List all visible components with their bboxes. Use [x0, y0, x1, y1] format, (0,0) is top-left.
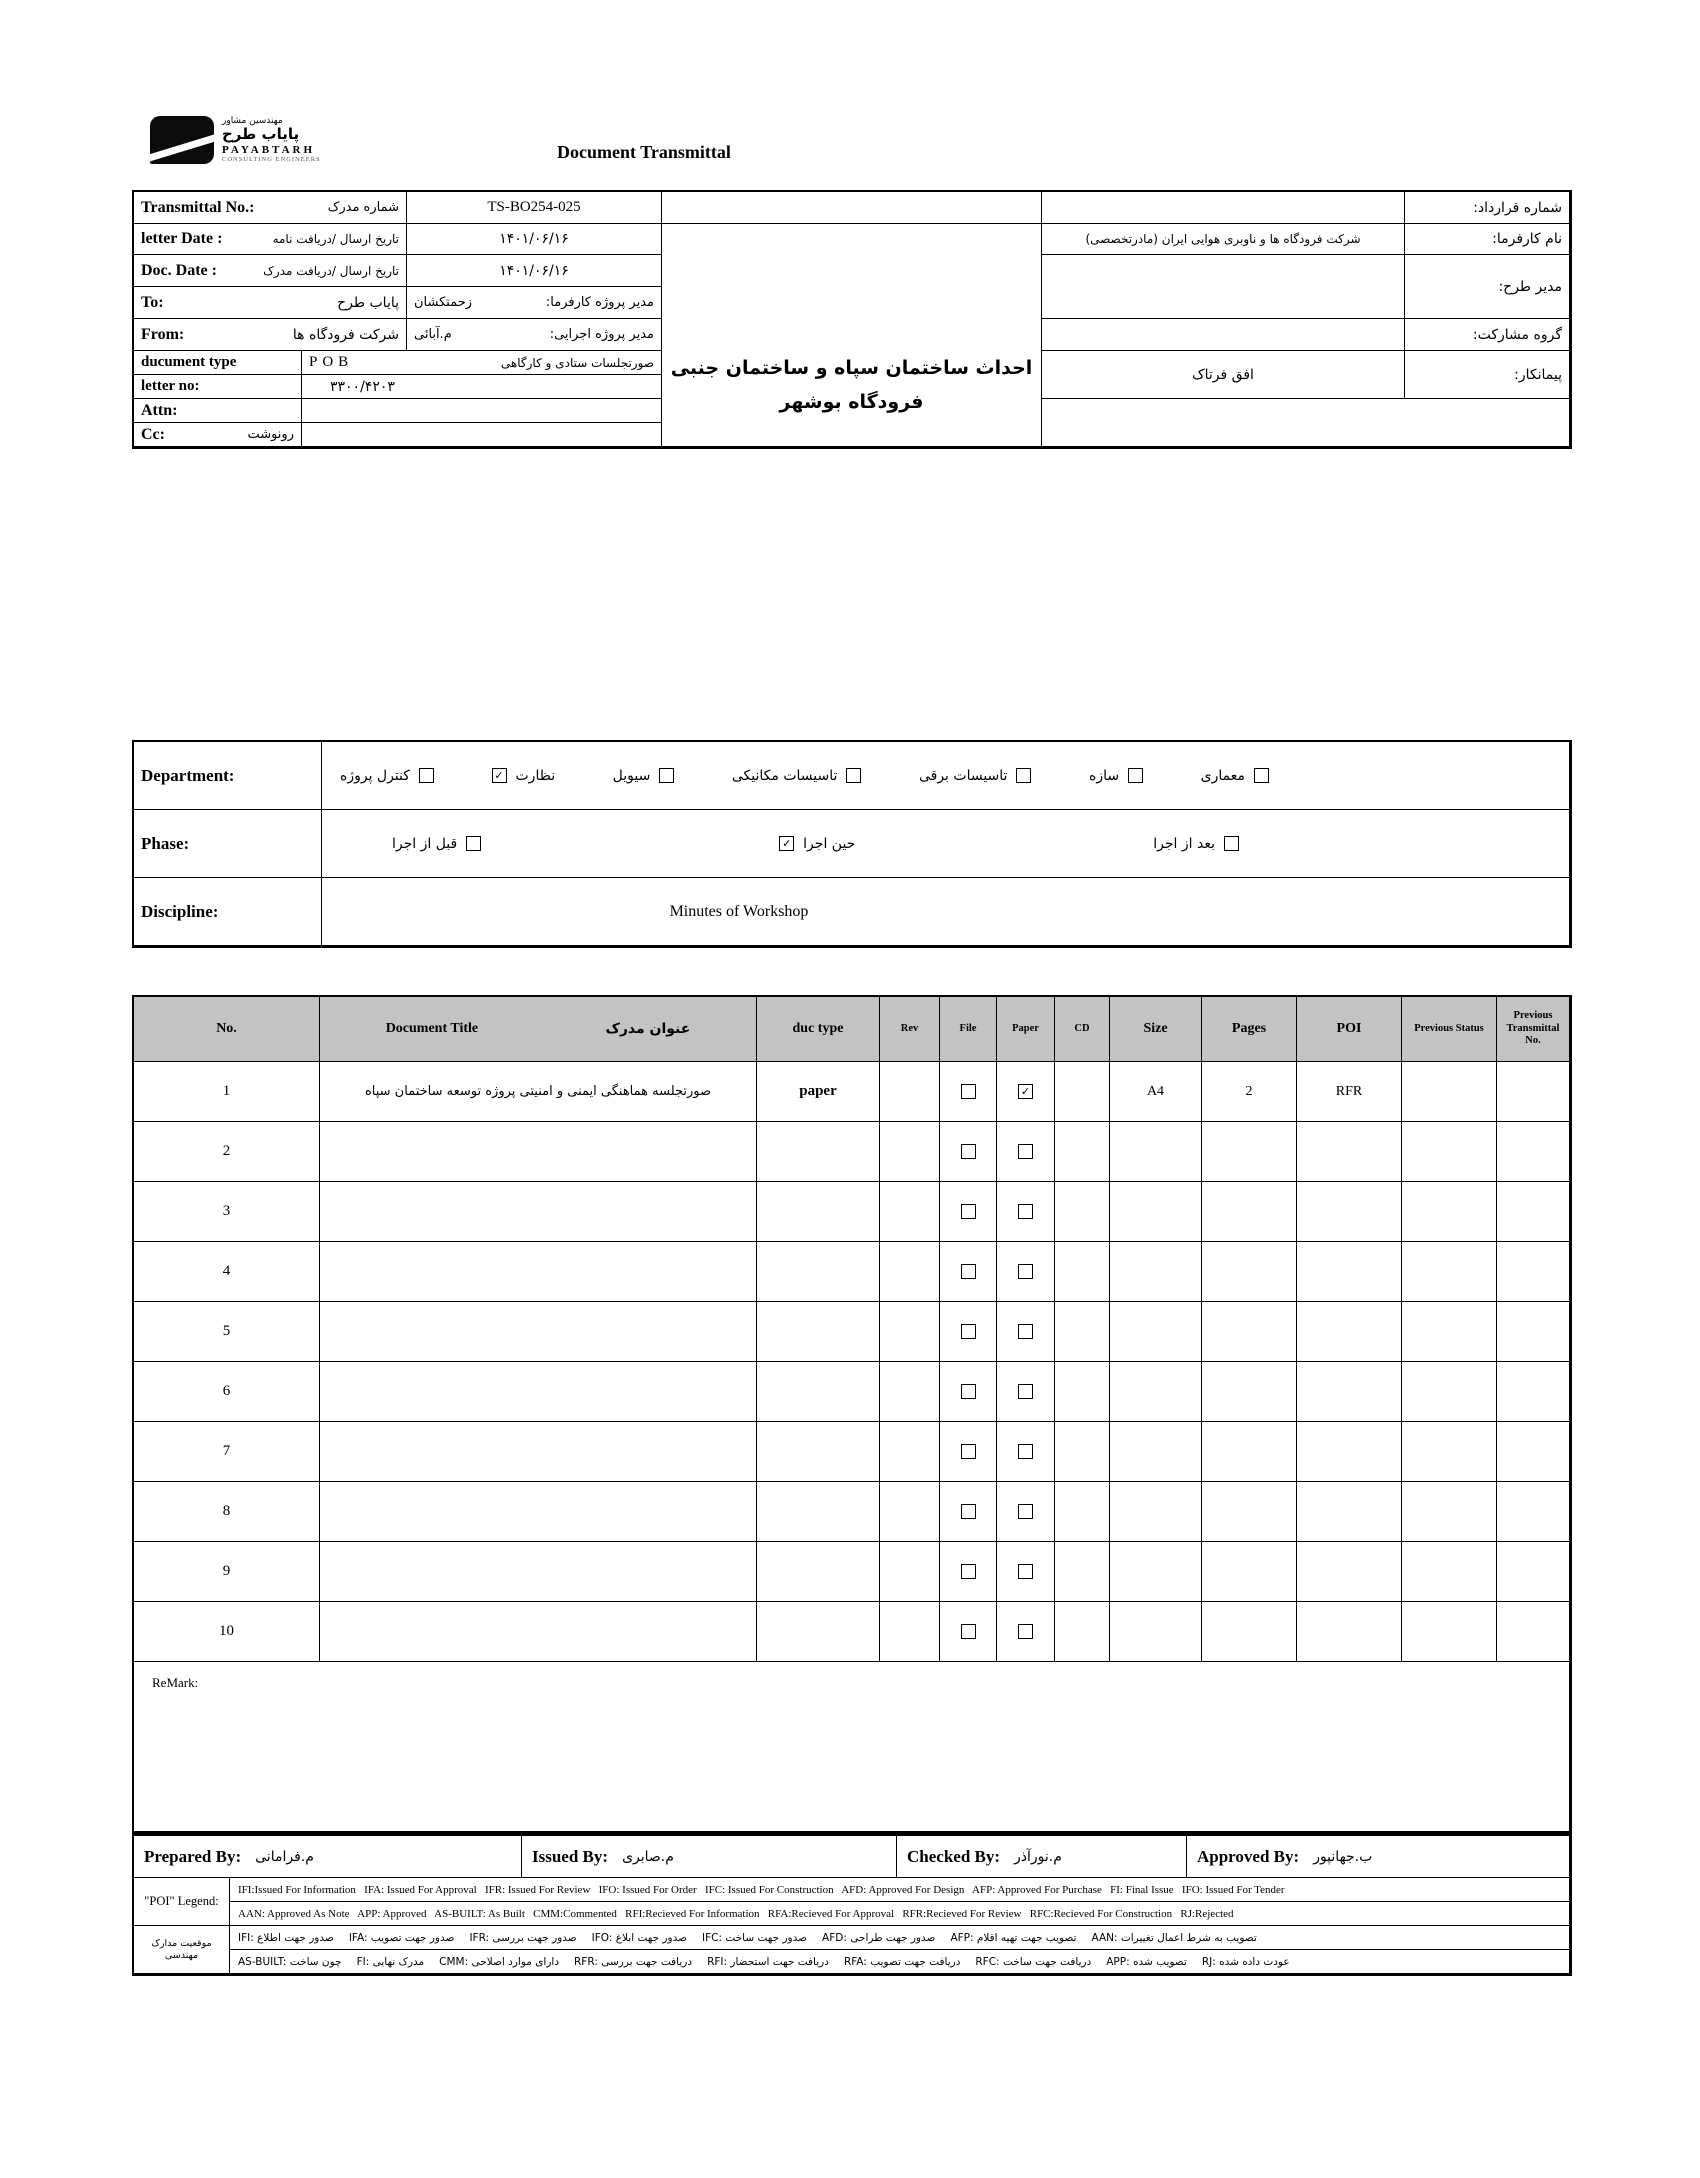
cell-prev-status [1402, 1362, 1497, 1422]
cell-rev [880, 1302, 940, 1362]
cell-title [320, 1242, 757, 1302]
option-label: نظارت [515, 767, 556, 784]
col-document-title [320, 997, 757, 1062]
cell-file [940, 1242, 997, 1302]
legend-item: CMM: دارای موارد اصلاحی [439, 1955, 560, 1968]
cell-size [1110, 1422, 1202, 1482]
checkbox-unchecked-icon [961, 1384, 976, 1399]
cell-paper [997, 1242, 1055, 1302]
cell-pages: 2 [1202, 1062, 1297, 1122]
cell-rev [880, 1542, 940, 1602]
cell-rev [880, 1242, 940, 1302]
checkbox-unchecked-icon [466, 836, 481, 851]
col-pages: Pages [1202, 997, 1297, 1062]
cell-paper [997, 1302, 1055, 1362]
legend-item: IFR: صدور جهت بررسی [469, 1931, 577, 1944]
cell-prev-transmittal [1497, 1482, 1570, 1542]
cell-duc-type [757, 1362, 880, 1422]
col-document-title-en: Document Title [385, 1020, 479, 1036]
cell-prev-transmittal [1497, 1122, 1570, 1182]
cell-file [940, 1062, 997, 1122]
col-document-title-fa: عنوان مدرک [605, 1020, 691, 1037]
letter-date-value: ۱۴۰۱/۰۶/۱۶ [407, 224, 662, 255]
client-pm-name: زحمتکشان [414, 295, 473, 310]
checkbox-unchecked-icon [961, 1504, 976, 1519]
cell-cd [1055, 1422, 1110, 1482]
cell-no: 8 [134, 1482, 320, 1542]
cell-title [320, 1122, 757, 1182]
cell-pages [1202, 1302, 1297, 1362]
checked-by-name: م.نورآذر [1014, 1848, 1062, 1865]
cell-size [1110, 1302, 1202, 1362]
checkbox-unchecked-icon [1018, 1324, 1033, 1339]
document-type-code: POB [309, 354, 354, 370]
cell-no: 6 [134, 1362, 320, 1422]
checkbox-option [1089, 768, 1143, 784]
letter-date-cell [134, 224, 407, 255]
cell-prev-transmittal [1497, 1362, 1570, 1422]
cell-prev-status [1402, 1542, 1497, 1602]
cell-prev-status [1402, 1062, 1497, 1122]
from-cell [134, 319, 407, 351]
legend-item: IFO: صدور جهت ابلاغ [591, 1931, 688, 1944]
legend-item: AFD: صدور جهت طراحی [822, 1931, 936, 1944]
discipline-label-cell [134, 878, 322, 946]
cell-poi [1297, 1302, 1402, 1362]
cell-prev-status [1402, 1482, 1497, 1542]
cell-duc-type [757, 1602, 880, 1662]
checkbox-unchecked-icon [961, 1204, 976, 1219]
legend-item: RJ: عودت داده شده [1201, 1955, 1290, 1968]
checkbox-option [340, 768, 434, 784]
checkbox-unchecked-icon [1018, 1144, 1033, 1159]
cell-cd [1055, 1122, 1110, 1182]
legend-item: AS-BUILT: چون ساخت [238, 1955, 342, 1968]
approved-by-cell [1187, 1836, 1570, 1878]
remark-label: ReMark: [152, 1675, 199, 1690]
executive-pm-name: م.آبائی [414, 327, 452, 342]
cell-prev-transmittal [1497, 1182, 1570, 1242]
checkbox-checked-icon: ✓ [492, 768, 507, 783]
legend-en-row1: IFI:Issued For Information IFA: Issued For Approval IFR: Issued For Review IFO: Issued For Order IFC: Issued For Construction AFD: Approved For Design AFP: Approved For Purchase FI: Final Issue IFO: Issued For Tender [230, 1878, 1570, 1902]
legend-item: APP: تصویب شده [1106, 1955, 1187, 1968]
cc-label-fa: رونوشت [247, 427, 294, 442]
cell-poi [1297, 1602, 1402, 1662]
signature-row [132, 1834, 1572, 1878]
cell-size [1110, 1242, 1202, 1302]
cell-no: 7 [134, 1422, 320, 1482]
cell-file [940, 1362, 997, 1422]
cell-paper [997, 1362, 1055, 1422]
cell-pages [1202, 1242, 1297, 1302]
cell-cd [1055, 1182, 1110, 1242]
department-label: Department: [141, 765, 235, 785]
checkbox-checked-icon: ✓ [1018, 1084, 1033, 1099]
doc-date-label: Doc. Date : [141, 261, 217, 279]
cell-poi [1297, 1182, 1402, 1242]
cell-cd [1055, 1062, 1110, 1122]
checkbox-unchecked-icon [961, 1264, 976, 1279]
design-manager-value [1042, 255, 1405, 319]
cell-prev-status [1402, 1302, 1497, 1362]
checkbox-unchecked-icon [1018, 1564, 1033, 1579]
issued-by-cell [522, 1836, 897, 1878]
legend-item: IFA: صدور جهت تصویب [348, 1931, 455, 1944]
checkbox-unchecked-icon [961, 1564, 976, 1579]
cell-file [940, 1182, 997, 1242]
option-label: تاسیسات مکانیکی [731, 767, 838, 784]
department-label-cell [134, 742, 322, 810]
cell-file [940, 1422, 997, 1482]
cell-rev [880, 1122, 940, 1182]
empty-cell [1042, 399, 1570, 447]
cell-paper [997, 1422, 1055, 1482]
cell-pages [1202, 1362, 1297, 1422]
checkbox-option [392, 836, 481, 852]
cell-rev [880, 1602, 940, 1662]
checkbox-unchecked-icon [659, 768, 674, 783]
cell-prev-transmittal [1497, 1422, 1570, 1482]
cell-title [320, 1302, 757, 1362]
cell-rev [880, 1062, 940, 1122]
cell-no: 9 [134, 1542, 320, 1602]
cell-cd [1055, 1542, 1110, 1602]
cell-duc-type [757, 1542, 880, 1602]
checkbox-unchecked-icon [1128, 768, 1143, 783]
attn-label: Attn: [134, 399, 302, 423]
classification-table [132, 740, 1572, 948]
project-title-line1: احداث ساختمان سپاه و ساختمان جنبی [670, 356, 1033, 379]
legend-item: AAN: تصویب به شرط اعمال تغییرات [1091, 1931, 1257, 1944]
cell-pages [1202, 1422, 1297, 1482]
executive-pm-label: مدیر پروژه اجرایی: [549, 327, 654, 342]
to-cell [134, 287, 407, 319]
signature-legend-block [132, 1834, 1572, 1976]
legend-item: IFC: صدور جهت ساخت [702, 1931, 808, 1944]
col-poi: POI [1297, 997, 1402, 1062]
cell-file [940, 1122, 997, 1182]
cell-title [320, 1422, 757, 1482]
cell-duc-type: paper [757, 1062, 880, 1122]
legend-en-row2: AAN: Approved As Note APP: Approved AS-BUILT: As Built CMM:Commented RFI:Recieved For Information RFA:Recieved For Approval RFR:Recieved For Review RFC:Recieved For Construction RJ:Rejected [230, 1902, 1570, 1926]
checkbox-option [492, 768, 556, 784]
option-label: حین اجرا [803, 835, 856, 852]
checkbox-unchecked-icon [961, 1084, 976, 1099]
transmittal-no-value: TS-BO254-025 [407, 192, 662, 224]
issued-by-name: م.صابری [622, 1848, 674, 1865]
cell-no: 2 [134, 1122, 320, 1182]
phase-label-cell [134, 810, 322, 878]
checkbox-option [732, 768, 862, 784]
payabtarh-logo-icon [150, 116, 214, 164]
option-label: بعد از اجرا [1153, 835, 1215, 852]
cell-pages [1202, 1482, 1297, 1542]
doc-date-cell [134, 255, 407, 287]
cell-size [1110, 1182, 1202, 1242]
cell-pages [1202, 1602, 1297, 1662]
checkbox-unchecked-icon [1016, 768, 1031, 783]
cell-file [940, 1602, 997, 1662]
cell-size [1110, 1482, 1202, 1542]
option-label: سازه [1088, 767, 1120, 784]
cell-no: 5 [134, 1302, 320, 1362]
cell-title: صورتجلسه هماهنگی ایمنی و امنیتی پروژه توسعه ساختمان سپاه [320, 1062, 757, 1122]
legend-item: RFA: دریافت جهت تصویب [843, 1955, 961, 1968]
checkbox-option [779, 836, 855, 852]
checkbox-unchecked-icon [961, 1444, 976, 1459]
cell-poi [1297, 1542, 1402, 1602]
transmittal-no-label-fa: شماره مدرک [327, 200, 399, 215]
company-logo [150, 116, 321, 164]
prepared-by-cell [134, 1836, 522, 1878]
checkbox-unchecked-icon [961, 1324, 976, 1339]
legend-fa-row1 [230, 1926, 1570, 1950]
cell-poi [1297, 1122, 1402, 1182]
logo-fa-tagline: مهندسین مشاور [222, 116, 283, 127]
legend-item: RFC: دریافت جهت ساخت [975, 1955, 1092, 1968]
transmittal-no-label: Transmittal No.: [141, 198, 255, 216]
empty-cell [662, 192, 1042, 224]
option-label: معماری [1200, 767, 1245, 784]
remark-cell [134, 1662, 1570, 1832]
cell-size [1110, 1602, 1202, 1662]
checked-by-label: Checked By: [907, 1846, 1001, 1866]
cell-size [1110, 1122, 1202, 1182]
document-type-label: ducument type [134, 351, 302, 375]
checkbox-unchecked-icon [1018, 1624, 1033, 1639]
document-type-value-cell [302, 351, 662, 375]
col-paper: Paper [997, 997, 1055, 1062]
doc-date-value: ۱۴۰۱/۰۶/۱۶ [407, 255, 662, 287]
cc-label: Cc: [141, 425, 165, 443]
discipline-label: Discipline: [141, 901, 219, 921]
legend-item: RFR: دریافت جهت بررسی [574, 1955, 693, 1968]
from-label-fa: شرکت فرودگاه ها [292, 326, 399, 343]
department-options [322, 742, 1570, 810]
project-title-line2: فرودگاه بوشهر [779, 391, 924, 413]
client-label: نام کارفرما: [1405, 224, 1570, 255]
to-label-fa: پایاب طرح [337, 294, 399, 311]
cell-rev [880, 1422, 940, 1482]
checkbox-option [1201, 768, 1269, 784]
option-label: قبل از اجرا [392, 835, 458, 852]
option-label: سیویل [612, 767, 651, 784]
cc-cell [134, 423, 302, 447]
legend-fa-row2 [230, 1950, 1570, 1974]
prepared-by-name: م.فرامانی [255, 1848, 314, 1865]
poi-legend-label: "POI" Legend: [134, 1878, 230, 1926]
cell-prev-status [1402, 1182, 1497, 1242]
letter-date-label: letter Date : [141, 230, 223, 247]
letter-no-label: letter no: [134, 375, 302, 399]
cell-title [320, 1602, 757, 1662]
cell-title [320, 1182, 757, 1242]
cell-poi [1297, 1482, 1402, 1542]
phase-label: Phase: [141, 833, 190, 853]
checkbox-unchecked-icon [1018, 1504, 1033, 1519]
prepared-by-label: Prepared By: [144, 1846, 242, 1866]
col-previous-transmittal-no: Previous Transmittal No. [1497, 997, 1570, 1062]
cell-prev-transmittal [1497, 1242, 1570, 1302]
letter-date-label-fa: تاریخ ارسال /دریافت نامه [272, 232, 399, 246]
legend-item: RFI: دریافت جهت استحضار [707, 1955, 829, 1968]
option-label: کنترل پروژه [340, 767, 410, 784]
cell-title [320, 1362, 757, 1422]
cell-poi [1297, 1242, 1402, 1302]
checkbox-checked-icon: ✓ [779, 836, 794, 851]
cell-file [940, 1542, 997, 1602]
cell-title [320, 1542, 757, 1602]
checkbox-unchecked-icon [1254, 768, 1269, 783]
cell-size: A4 [1110, 1062, 1202, 1122]
cell-prev-status [1402, 1242, 1497, 1302]
project-title-cell [662, 224, 1042, 447]
from-value-cell [407, 319, 662, 351]
col-size: Size [1110, 997, 1202, 1062]
cell-size [1110, 1542, 1202, 1602]
legend-item: AFP: تصویب جهت تهیه اقلام [950, 1931, 1077, 1944]
cell-duc-type [757, 1482, 880, 1542]
cell-pages [1202, 1542, 1297, 1602]
checkbox-unchecked-icon [846, 768, 861, 783]
legend-fa-label: موقعیت مدارک مهندسی [134, 1926, 230, 1974]
logo-fa-name: پایاب طرح [222, 125, 300, 144]
checkbox-unchecked-icon [961, 1144, 976, 1159]
design-manager-label: مدیر طرح: [1405, 255, 1570, 319]
page-title: Document Transmittal [557, 142, 731, 162]
cell-prev-status [1402, 1422, 1497, 1482]
to-label: To: [141, 293, 164, 311]
cell-paper [997, 1482, 1055, 1542]
approved-by-label: Approved By: [1197, 1846, 1300, 1866]
checked-by-cell [897, 1836, 1187, 1878]
partnership-label: گروه مشارکت: [1405, 319, 1570, 351]
cell-no: 4 [134, 1242, 320, 1302]
cell-cd [1055, 1362, 1110, 1422]
logo-en-name: PAYABTARH [222, 143, 316, 156]
cell-file [940, 1482, 997, 1542]
cell-prev-transmittal [1497, 1602, 1570, 1662]
col-rev: Rev [880, 997, 940, 1062]
cell-duc-type [757, 1182, 880, 1242]
cell-duc-type [757, 1422, 880, 1482]
checkbox-unchecked-icon [961, 1624, 976, 1639]
cell-title [320, 1482, 757, 1542]
from-label: From: [141, 325, 185, 343]
option-label: تاسیسات برقی [918, 767, 1008, 784]
legend-table [132, 1878, 1572, 1976]
logo-en-sub: CONSULTING ENGINEERS [222, 156, 321, 164]
cell-file [940, 1302, 997, 1362]
cell-no: 1 [134, 1062, 320, 1122]
cell-prev-status [1402, 1122, 1497, 1182]
cell-poi [1297, 1422, 1402, 1482]
cell-rev [880, 1482, 940, 1542]
cc-value [302, 423, 662, 447]
contractor-value: افق فرتاک [1042, 351, 1405, 399]
cell-paper [997, 1122, 1055, 1182]
cell-poi: RFR [1297, 1062, 1402, 1122]
cell-size [1110, 1362, 1202, 1422]
partnership-value [1042, 319, 1405, 351]
cell-rev [880, 1182, 940, 1242]
checkbox-unchecked-icon [1018, 1204, 1033, 1219]
cell-paper [997, 1602, 1055, 1662]
cell-poi [1297, 1362, 1402, 1422]
legend-item: FI: مدرک نهایی [356, 1955, 425, 1968]
cell-prev-transmittal [1497, 1542, 1570, 1602]
transmittal-no-cell [134, 192, 407, 224]
cell-paper [997, 1062, 1055, 1122]
checkbox-unchecked-icon [1018, 1264, 1033, 1279]
cell-prev-status [1402, 1602, 1497, 1662]
checkbox-option [1153, 836, 1239, 852]
discipline-value: Minutes of Workshop [322, 878, 1570, 946]
logo-slash-icon [150, 130, 214, 164]
cell-duc-type [757, 1302, 880, 1362]
to-value-cell [407, 287, 662, 319]
contract-no-value [1042, 192, 1405, 224]
col-no: No. [134, 997, 320, 1062]
legend-item: IFI: صدور جهت اطلاع [238, 1931, 334, 1944]
col-file: File [940, 997, 997, 1062]
col-duc-type: duc type [757, 997, 880, 1062]
checkbox-unchecked-icon [1018, 1444, 1033, 1459]
cell-cd [1055, 1242, 1110, 1302]
col-previous-status: Previous Status [1402, 997, 1497, 1062]
client-value: شرکت فرودگاه ها و ناوبری هوایی ایران (مادرتخصصی) [1042, 224, 1405, 255]
checkbox-option [919, 768, 1031, 784]
cell-prev-transmittal [1497, 1062, 1570, 1122]
cell-no: 10 [134, 1602, 320, 1662]
cell-prev-transmittal [1497, 1302, 1570, 1362]
cell-no: 3 [134, 1182, 320, 1242]
doc-date-label-fa: تاریخ ارسال /دریافت مدرک [263, 263, 399, 278]
attn-value [302, 399, 662, 423]
cell-duc-type [757, 1122, 880, 1182]
approved-by-name: ب.جهانپور [1313, 1848, 1373, 1865]
checkbox-unchecked-icon [1224, 836, 1239, 851]
document-type-fa: صورتجلسات ستادی و کارگاهی [500, 355, 654, 370]
cell-rev [880, 1362, 940, 1422]
doc-table [132, 995, 1572, 1834]
cell-cd [1055, 1302, 1110, 1362]
cell-cd [1055, 1482, 1110, 1542]
client-pm-label: مدیر پروژه کارفرما: [545, 295, 654, 310]
contract-no-label: شماره قرارداد: [1405, 192, 1570, 224]
issued-by-label: Issued By: [532, 1846, 609, 1866]
cell-pages [1202, 1122, 1297, 1182]
cell-paper [997, 1182, 1055, 1242]
cell-paper [997, 1542, 1055, 1602]
contractor-label: پیمانکار: [1405, 351, 1570, 399]
cell-duc-type [757, 1242, 880, 1302]
cell-pages [1202, 1182, 1297, 1242]
col-cd: CD [1055, 997, 1110, 1062]
checkbox-unchecked-icon [419, 768, 434, 783]
phase-options [322, 810, 1570, 878]
checkbox-unchecked-icon [1018, 1384, 1033, 1399]
letter-no-value: ۳۳۰۰/۴۲۰۳ [302, 375, 662, 399]
cell-cd [1055, 1602, 1110, 1662]
header-table [132, 190, 1572, 449]
checkbox-option [613, 768, 675, 784]
